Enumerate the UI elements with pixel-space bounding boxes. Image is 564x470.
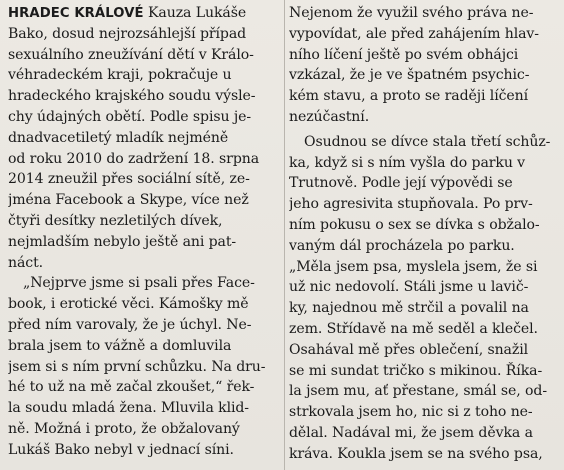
paragraph-left-2	[8, 273, 282, 460]
text-line: dnadvacetiletý mladík nejméně	[8, 129, 229, 146]
paragraph-left-1	[8, 24, 282, 274]
text-line: Osudnou se dívce stala třetí schůz-	[304, 133, 551, 150]
text-line: ním pokusu o sex se dívka s obžalo-	[289, 216, 540, 233]
text-line: nejmladším nebylo ještě ani pat-	[8, 233, 237, 250]
text-line: ka, když si s ním vyšla do parku v	[289, 154, 526, 171]
text-line: book, i erotické věci. Kámošky mě	[8, 296, 249, 313]
text-line: jeho agresivita stupňovala. Po prv-	[289, 196, 533, 213]
text-line: Bako, dosud nejrozsáhlejší případ	[8, 25, 247, 42]
paragraph-right-2	[289, 132, 559, 465]
text-line: se mi sundat tričko s mikinou. Říka-	[289, 362, 543, 379]
text-line: brala jsem to vážně a domluvila	[8, 337, 232, 354]
text-line: la soudu mladá žena. Mluvila klid-	[8, 400, 249, 417]
text-line: Trutnově. Podle její výpovědi se	[289, 175, 513, 192]
text-line: před ním varovaly, že je úchyl. Ne-	[8, 316, 252, 333]
text-line: la jsem mu, ať přestane, smál se, od-	[289, 383, 547, 400]
text-line: ky, najednou mě strčil a povalil na	[289, 300, 529, 317]
column-divider	[284, 0, 285, 470]
text-line: „Měla jsem psa, myslela jsem, že si	[289, 258, 538, 275]
text-line: 2014 zneužil přes sociální sítě, ze-	[8, 171, 250, 188]
text-line: náct.	[8, 254, 44, 271]
text-line: Lukáš Bako nebyl v jednací síni.	[8, 441, 234, 458]
text-line: „Nejprve jsme si psali přes Face-	[23, 275, 255, 292]
text-line: chy údajných obětí. Podle spisu je-	[8, 108, 252, 125]
first-line-text: Kauza Lukáše	[148, 5, 247, 21]
text-line: véhradeckém kraji, pokračuje u	[8, 67, 232, 84]
text-line: vypovídat, ale před zahájením hlav-	[289, 25, 539, 42]
text-line: kráva. Koukla jsem se na svého psa,	[289, 445, 543, 462]
text-line: jména Facebook a Skype, více než	[8, 192, 249, 209]
text-line: čtyři desítky nezletilých dívek,	[8, 212, 223, 229]
text-line: dělal. Nadával mi, že jsem děvka a	[289, 424, 533, 441]
text-line: zem. Střídavě na mě seděl a klečel.	[289, 320, 538, 337]
text-line: hradeckého krajského soudu výsle-	[8, 88, 256, 105]
text-line: kém stavu, a proto se raději líčení	[289, 88, 529, 105]
text-line: strkovala jsem ho, nic si z toho ne-	[289, 404, 533, 421]
text-line: jsem si s ním první schůzku. Na dru-	[8, 358, 266, 375]
text-line: Nejenom že využil svého práva ne-	[289, 5, 534, 21]
text-line: vaným dál procházela po parku.	[289, 237, 515, 254]
text-line: ního líčení ještě po svém obhájci	[289, 46, 519, 63]
dateline: HRADEC KRÁLOVÉ	[8, 6, 144, 21]
first-line	[8, 3, 282, 24]
text-line: Osahával mě přes oblečení, snažil	[289, 341, 529, 358]
text-line: nezúčastní.	[289, 108, 370, 125]
text-line: ně. Možná i proto, že obžalovaný	[8, 420, 240, 437]
article-column-right	[289, 0, 559, 470]
text-line: od roku 2010 do zadržení 18. srpna	[8, 150, 260, 167]
text-line: hé to už na mě začal zkoušet,“ řek-	[8, 379, 255, 396]
paragraph-right-1	[289, 3, 559, 128]
article-column-left	[8, 0, 282, 470]
text-line: sexuálního zneužívání dětí v Králo-	[8, 46, 254, 63]
text-line: vzkázal, že je ve špatném psychic-	[289, 67, 530, 84]
text-line: už nic nedovolí. Stáli jsme u lavič-	[289, 279, 529, 296]
